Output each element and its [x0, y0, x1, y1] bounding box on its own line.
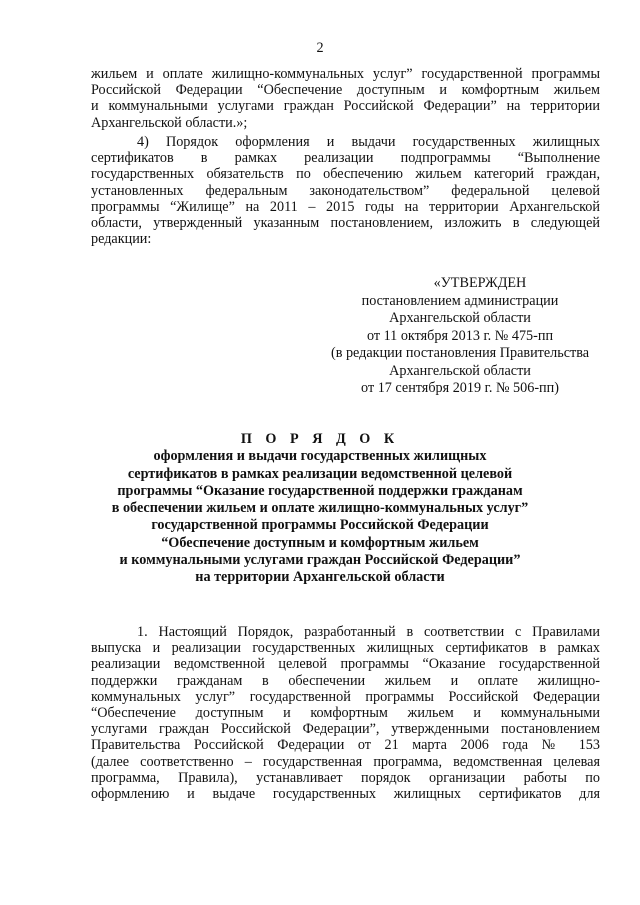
approval-block	[300, 275, 620, 398]
page-number: 2	[316, 40, 324, 56]
text-line: Правительства Российской Федерации от 21 марта 2006 года № 153	[91, 737, 600, 754]
text-line: Архангельской области.»;	[91, 114, 248, 131]
text-line: жильем и оплате жилищно-коммунальных услуг” государственной программы	[91, 66, 600, 82]
subtitle-line: государственной программы Российской Федерации	[151, 517, 489, 534]
subtitle-line: программы “Оказание государственной поддержки гражданам	[117, 482, 523, 499]
text-line: 1. Настоящий Порядок, разработанный в соответствии с Правилами	[137, 624, 600, 640]
text-line: “Обеспечение доступным и комфортным жильем и коммунальными	[91, 705, 600, 722]
text-line: установленных федеральным законодательством” федеральной целевой	[91, 182, 600, 199]
subtitle-line: на территории Архангельской области	[195, 569, 445, 586]
text-line: услугами граждан Российской Федерации”, утвержденными постановлением	[91, 721, 600, 738]
approval-line: Архангельской области	[389, 362, 531, 379]
text-line: реализации ведомственной целевой программы “Оказание государственной	[91, 656, 600, 673]
text-line: программы “Жилище” на 2011 – 2015 годы на территории Архангельской	[91, 198, 600, 215]
text-line: программа, Правила), устанавливает порядок организации работы по	[91, 769, 600, 786]
approval-line: (в редакции постановления Правительства	[330, 345, 590, 361]
approval-line: от 17 сентября 2019 г. № 506-пп)	[361, 380, 559, 396]
text-line: поддержки гражданам в обеспечении жильем и оплате жилищно-	[91, 672, 600, 689]
text-line: коммунальных услуг” государственной программы Российской Федерации	[91, 688, 600, 705]
approval-line: «УТВЕРЖДЕН	[433, 275, 527, 291]
subtitle-line: оформления и выдачи государственных жилищных	[153, 448, 487, 465]
text-line: 4) Порядок оформления и выдачи государственных жилищных	[137, 134, 600, 150]
approval-line: постановлением администрации	[361, 292, 559, 309]
subtitle-line: и коммунальными услугами граждан Российской Федерации”	[119, 552, 521, 569]
approval-line: от 11 октября 2013 г. № 475-пп	[366, 327, 554, 344]
text-line: оформлению и выдаче государственных жилищных сертификатов для	[91, 786, 600, 803]
subtitle-line: сертификатов в рамках реализации ведомственной целевой	[127, 465, 513, 482]
item-1-paragraph	[91, 624, 600, 802]
text-line: государственных обязательств по обеспечению жильем категорий граждан,	[91, 166, 600, 183]
text-line: сертификатов в рамках реализации подпрограммы “Выполнение	[91, 150, 600, 167]
text-line: и коммунальными услугами граждан Российской Федерации” на территории	[91, 98, 600, 115]
text-line: (далее соответственно – государственная программа, ведомственная целевая	[91, 753, 600, 770]
continuation-paragraph	[91, 66, 600, 131]
item-4-paragraph	[91, 134, 600, 247]
subtitle-line: в обеспечении жильем и оплате жилищно-коммунальных услуг”	[111, 500, 529, 517]
approval-line: Архангельской области	[389, 310, 531, 326]
document-title: П О Р Я Д О К	[240, 431, 400, 447]
text-line: области, утвержденный указанным постановлением, изложить в следующей	[91, 215, 600, 232]
text-line: редакции:	[91, 231, 152, 248]
text-line: выпуска и реализации государственных жилищных сертификатов в рамках	[91, 640, 600, 657]
subtitle-line: “Обеспечение доступным и комфортным жильем	[161, 534, 479, 551]
text-line: Российской Федерации “Обеспечение доступным и комфортным жильем	[91, 82, 600, 99]
document-title-block	[60, 431, 580, 587]
